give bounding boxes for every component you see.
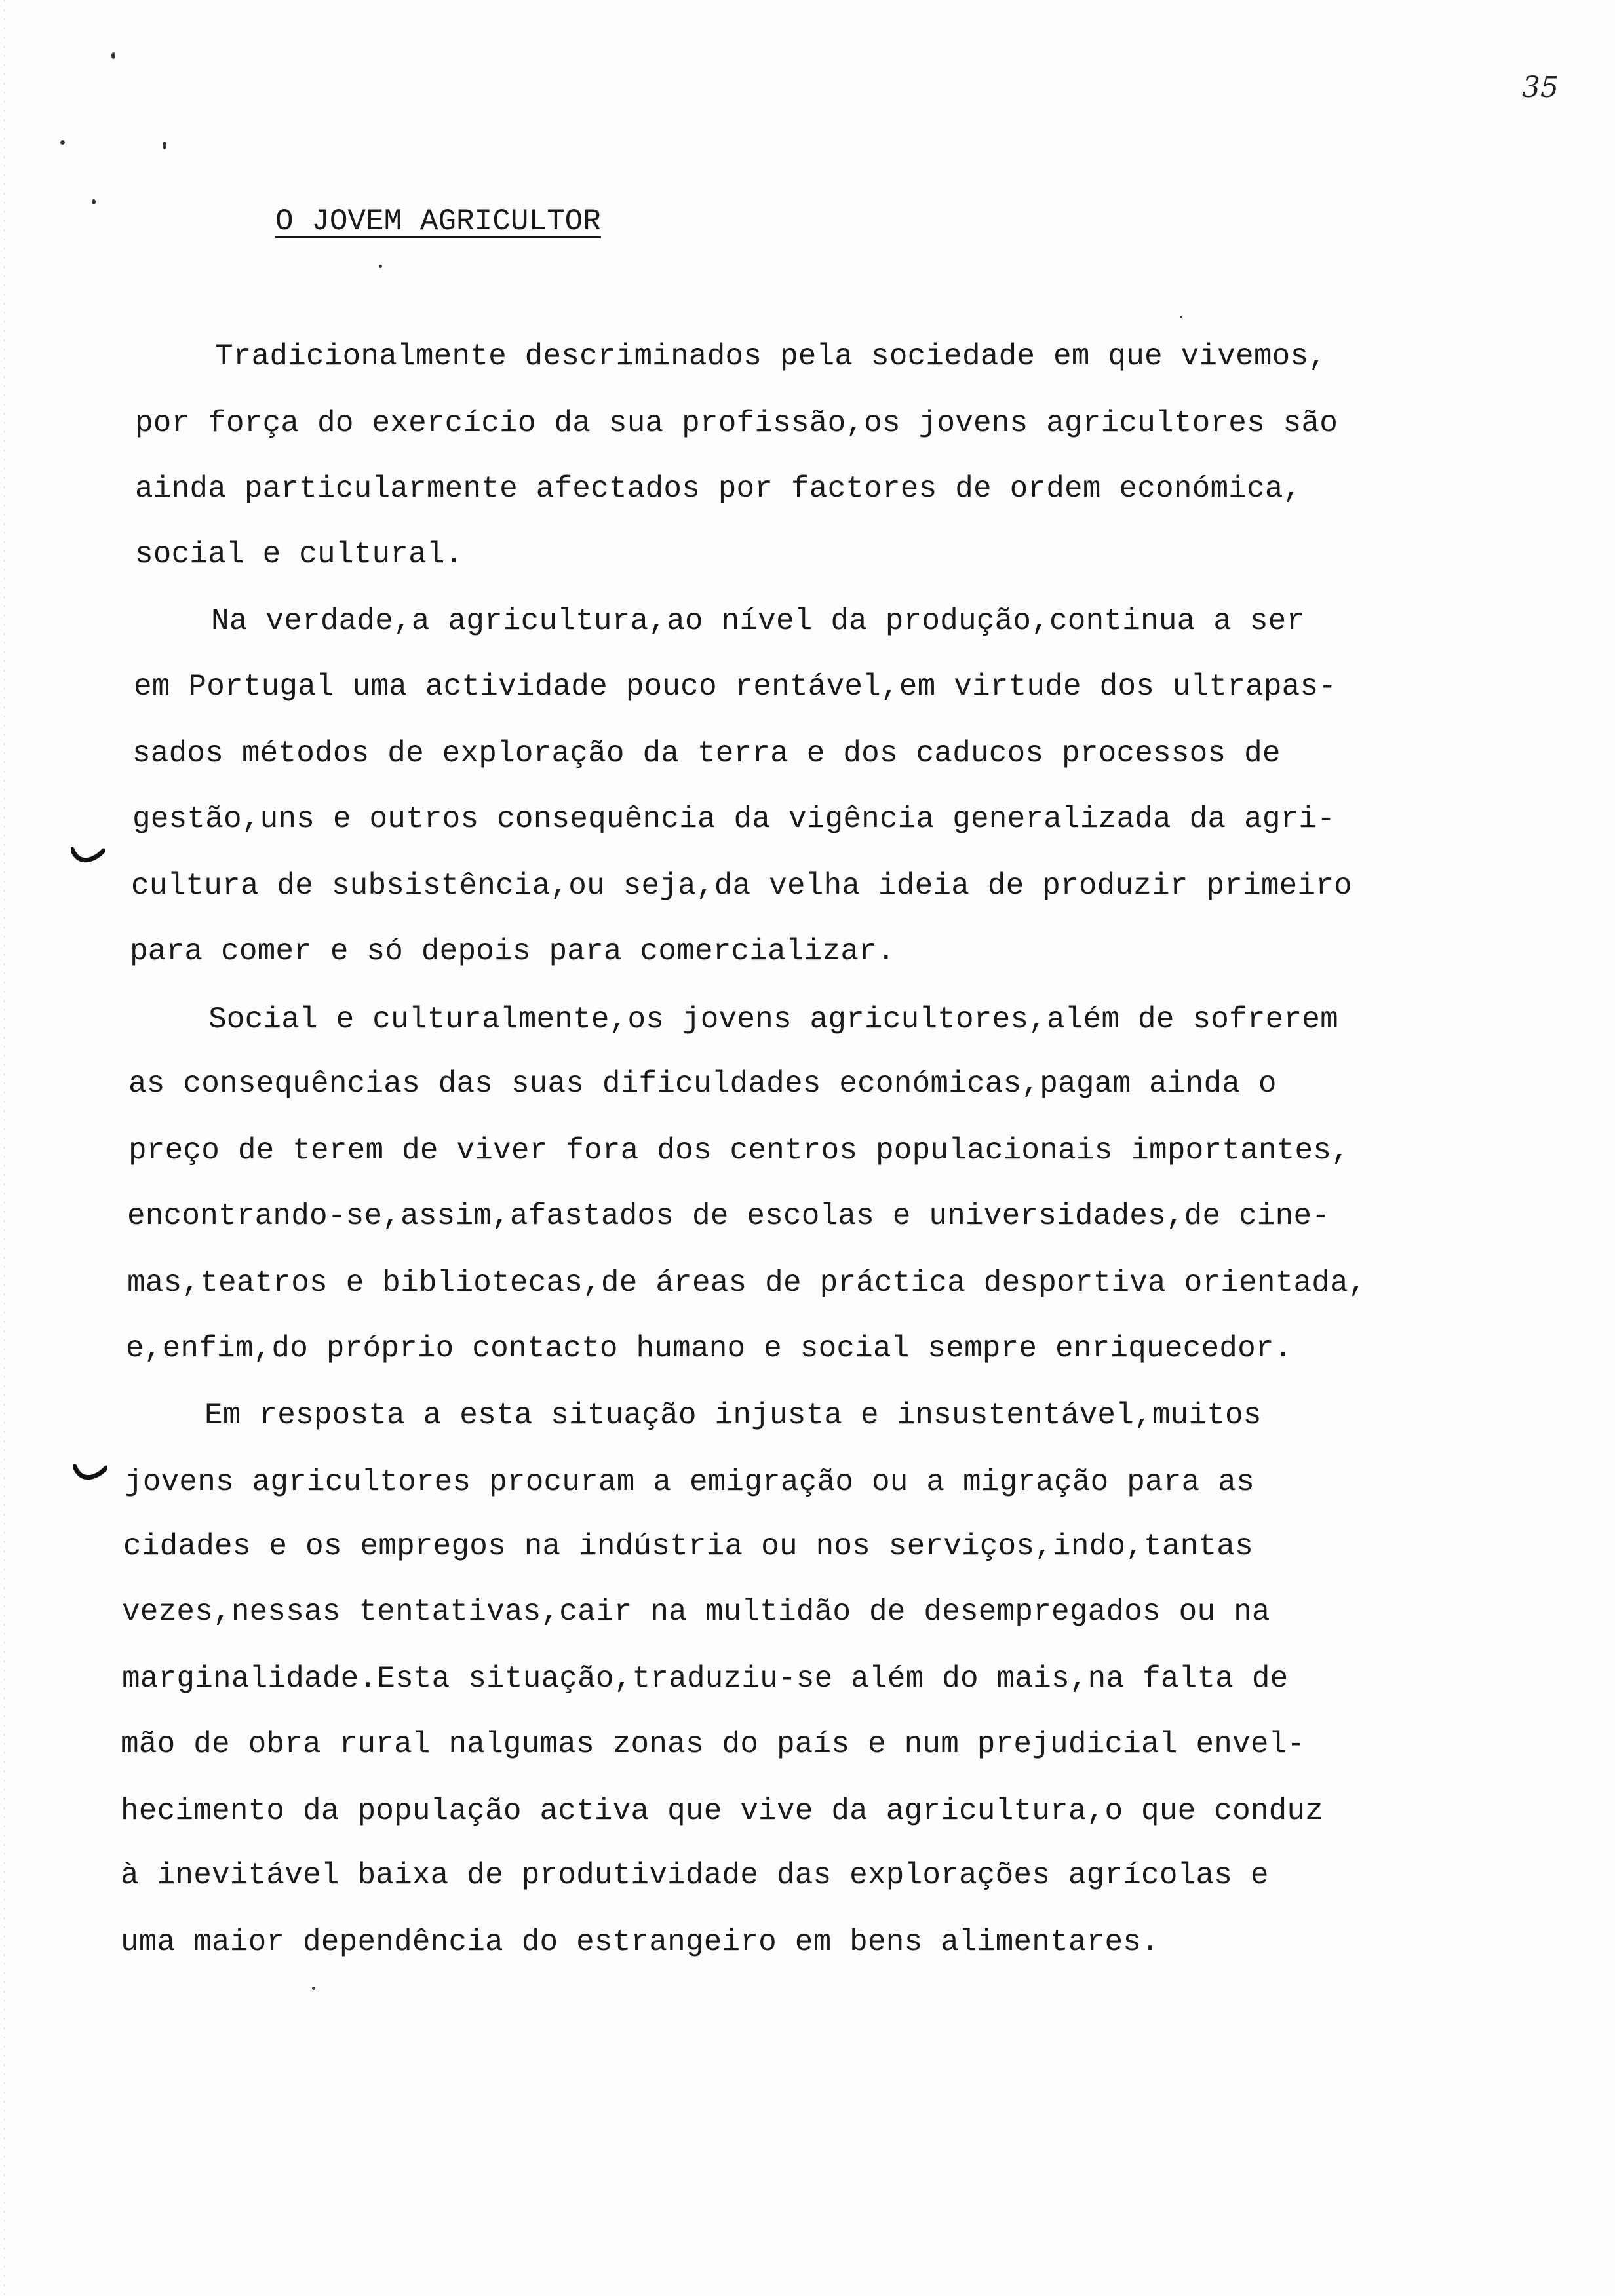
text-line: hecimento da população activa que vive da agricultura,o que conduz	[121, 1794, 1324, 1828]
text-line: em Portugal uma actividade pouco rentável,em virtude dos ultrapas-	[134, 670, 1337, 704]
margin-check-mark	[73, 1463, 107, 1482]
text-line: e,enfim,do próprio contacto humano e social sempre enriquecedor.	[126, 1331, 1293, 1366]
text-line: para comer e só depois para comercializar.	[130, 934, 895, 968]
text-line: Tradicionalmente descriminados pela sociedade em que vivemos,	[215, 339, 1327, 373]
margin-check-mark	[71, 845, 105, 865]
text-line: sados métodos de exploração da terra e dos caducos processos de	[132, 737, 1281, 771]
text-line: marginalidade.Esta situação,traduziu-se além do mais,na falta de	[122, 1662, 1289, 1696]
page-number: 35	[1522, 71, 1559, 104]
scan-speck	[1180, 316, 1182, 318]
document-title: O JOVEM AGRICULTOR	[275, 204, 601, 239]
text-line: gestão,uns e outros consequência da vigência generalizada da agri-	[132, 802, 1336, 836]
scan-speck	[163, 142, 166, 149]
scan-speck	[312, 1987, 315, 1990]
text-line: ainda particularmente afectados por factores de ordem económica,	[135, 472, 1302, 506]
text-line: Em resposta a esta situação injusta e insustentável,muitos	[204, 1398, 1262, 1432]
text-line: por força do exercício da sua profissão,os jovens agricultores são	[135, 406, 1338, 440]
text-line: à inevitável baixa de produtividade das explorações agrícolas e	[121, 1858, 1269, 1892]
page-edge-marks	[4, 0, 5, 2296]
text-line: preço de terem de viver fora dos centros populacionais importantes,	[128, 1134, 1350, 1168]
scan-speck	[111, 52, 115, 59]
scan-speck	[60, 140, 65, 145]
scan-speck	[92, 199, 96, 204]
text-line: jovens agricultores procuram a emigração ou a migração para as	[125, 1465, 1255, 1499]
text-line: social e cultural.	[135, 537, 463, 571]
text-line: encontrando-se,assim,afastados de escolas e universidades,de cine-	[127, 1199, 1331, 1233]
text-line: Na verdade,a agricultura,ao nível da produção,continua a ser	[211, 604, 1305, 638]
text-line: Social e culturalmente,os jovens agricultores,além de sofrerem	[208, 1003, 1338, 1037]
text-line: cultura de subsistência,ou seja,da velha ideia de produzir primeiro	[131, 869, 1352, 903]
text-line: vezes,nessas tentativas,cair na multidão de desempregados ou na	[122, 1595, 1270, 1629]
text-line: as consequências das suas dificuldades económicas,pagam ainda o	[128, 1067, 1277, 1101]
text-line: uma maior dependência do estrangeiro em bens alimentares.	[121, 1925, 1159, 1959]
text-line: mão de obra rural nalgumas zonas do país e num prejudicial envel-	[121, 1727, 1306, 1761]
text-line: mas,teatros e bibliotecas,de áreas de práctica desportiva orientada,	[127, 1266, 1367, 1300]
scan-speck	[379, 265, 382, 268]
text-line: cidades e os empregos na indústria ou nos serviços,indo,tantas	[123, 1529, 1253, 1563]
